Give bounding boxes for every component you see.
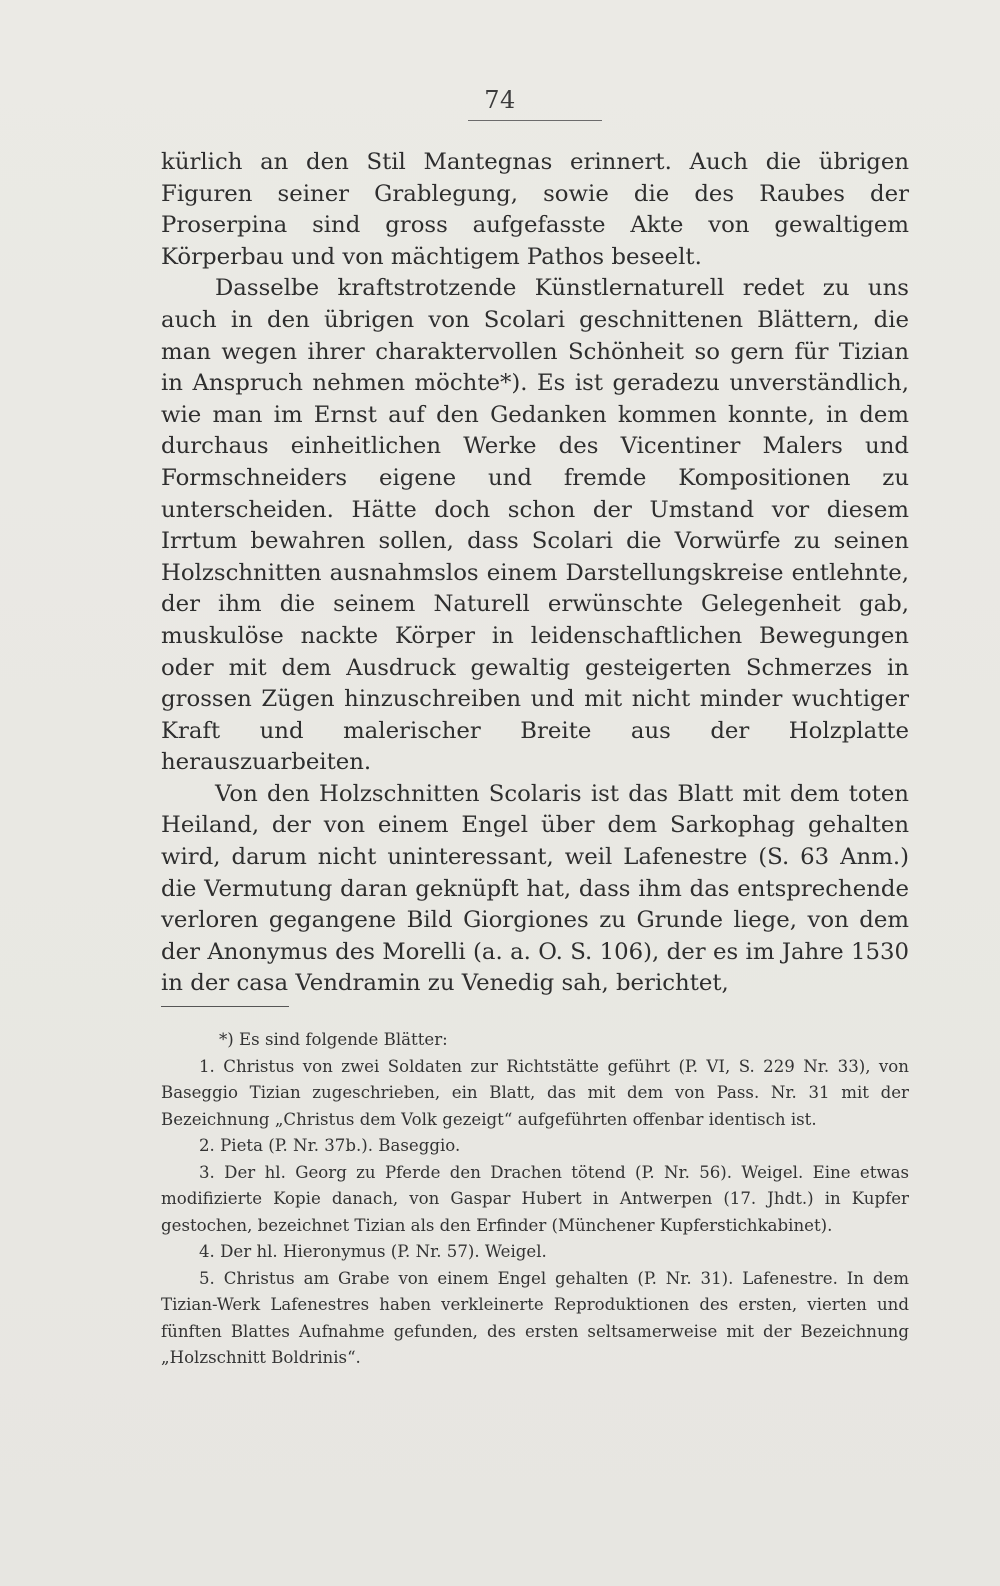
footnote-rule [161, 1006, 289, 1007]
paragraph-3: Von den Holzschnitten Scolaris ist das Blatt mit dem toten Heiland, der von einem Engel über dem Sarkophag gehalten wird, darum nicht uninteressant, weil Lafenestre (S. 63 Anm.) die Vermutung daran geknüpft hat, dass ihm das entsprechende verloren gegangene Bild Giorgiones zu Grunde liege, von dem der Anonymus des Morelli (a. a. O. S. 106), der es im Jahre 1530 in der casa Vendramin zu Venedig sah, berichtet, [161, 780, 909, 997]
paragraph-2: Dasselbe kraftstrotzende Künstlernaturell redet zu uns auch in den übrigen von Scolari geschnittenen Blättern, die man wegen ihrer charaktervollen Schönheit so gern für Tizian in Anspruch nehmen möchte*). Es ist geradezu unverständlich, wie man im Ernst auf den Gedanken kommen konnte, in dem durchaus einheitlichen Werke des Vicentiner Malers und Formschneiders eigene und fremde Kompositionen zu unterscheiden. Hätte doch schon der Umstand vor diesem Irrtum bewahren sollen, dass Scolari die Vorwürfe zu seinen Holzschnitten ausnahmslos einem Darstellungskreise entlehnte, der ihm die seinem Naturell erwünschte Gelegenheit gab, muskulöse nackte Körper in leidenschaftlichen Bewegungen oder mit dem Ausdruck gewaltig gesteigerten Schmerzes in grossen Zügen hinzuschreiben und mit nicht minder wuchtiger Kraft und malerischer Breite aus der Holzplatte herauszuarbeiten. [161, 275, 909, 776]
header-rule [468, 120, 602, 121]
footnote-item-1: 1. Christus von zwei Soldaten zur Richtstätte geführt (P. VI, S. 229 Nr. 33), von Baseggio Tizian zugeschrieben, ein Blatt, das mit dem von Pass. Nr. 31 mit der Bezeichnung „Christus dem Volk gezeigt“ aufgeführten offenbar identisch ist. [161, 1056, 909, 1129]
paragraph-1: kürlich an den Stil Mantegnas erinnert. Auch die übrigen Figuren seiner Grablegung, sowie die des Raubes der Proserpina sind gross aufgefasste Akte von gewaltigem Körperbau und von mächtigem Pathos beseelt. [161, 149, 909, 270]
footnote-item-3: 3. Der hl. Georg zu Pferde den Drachen tötend (P. Nr. 56). Weigel. Eine etwas modifizierte Kopie danach, von Gaspar Hubert in Antwerpen (17. Jhdt.) in Kupfer gestochen, bezeichnet Tizian als den Erfinder (Münchener Kupferstichkabinet). [161, 1162, 909, 1235]
page-number: 74 [484, 86, 516, 114]
footnote-item-4: 4. Der hl. Hieronymus (P. Nr. 57). Weigel. [199, 1242, 547, 1261]
footnote-block [161, 1027, 909, 1372]
footnote-item-2: 2. Pieta (P. Nr. 37b.). Baseggio. [199, 1136, 461, 1155]
footnote-intro: *) Es sind folgende Blätter: [219, 1030, 448, 1049]
footnote-item-5: 5. Christus am Grabe von einem Engel gehalten (P. Nr. 31). Lafenestre. In dem Tizian-Werk Lafenestres haben verkleinerte Reproduktionen des ersten, vierten und fünften Blattes Aufnahme gefunden, des ersten seltsamerweise mit der Bezeichnung „Holzschnitt Boldrinis“. [161, 1268, 909, 1367]
main-text [161, 147, 909, 1000]
